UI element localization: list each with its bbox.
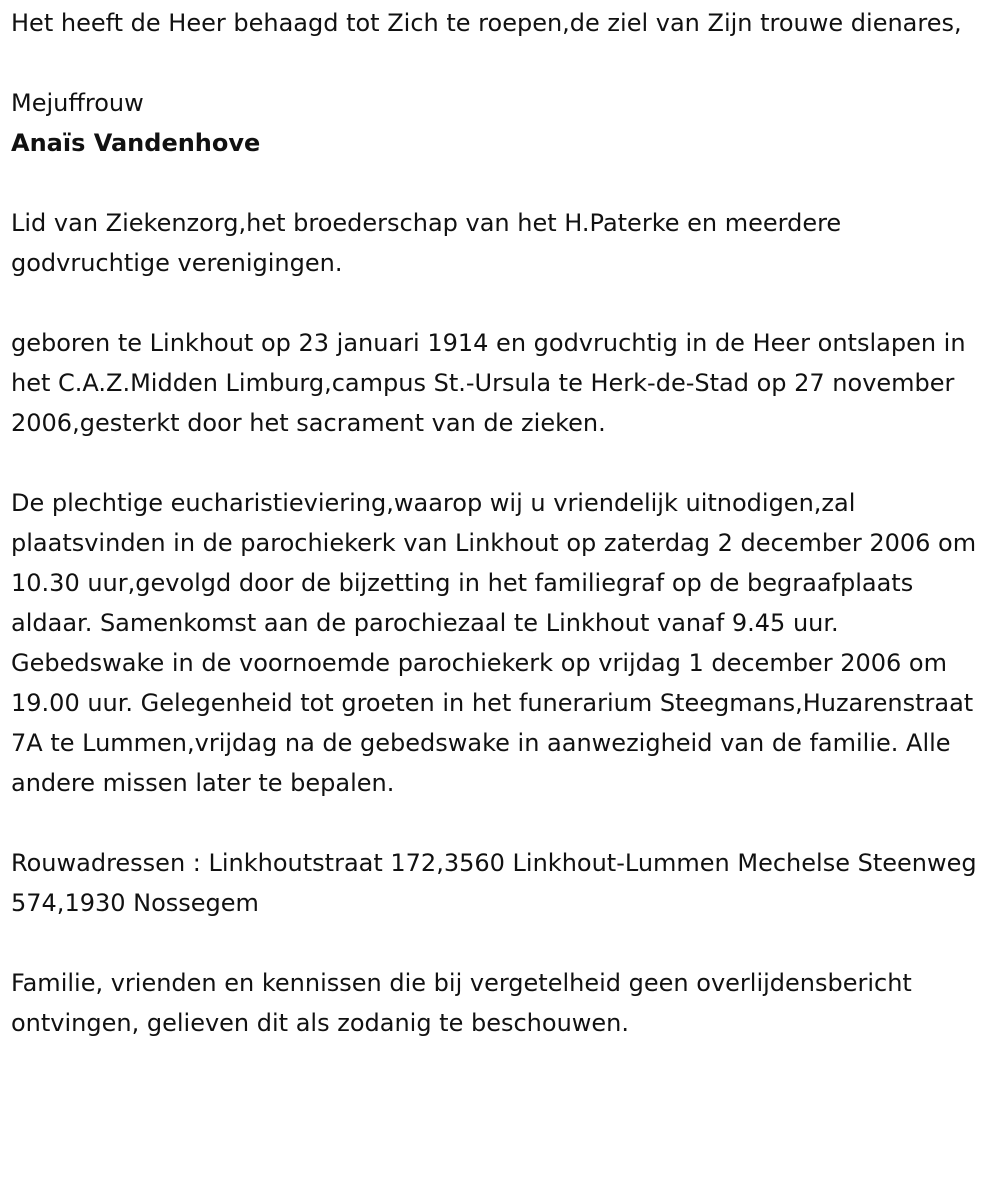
- opening-paragraph: Het heeft de Heer behaagd tot Zich te roepen,de ziel van Zijn trouwe dienares,: [11, 9, 962, 37]
- addresses-paragraph: Rouwadressen : Linkhoutstraat 172,3560 Linkhout-Lummen Mechelse Steenweg 574,1930 Nossegem: [11, 849, 977, 917]
- ceremony-paragraph: De plechtige eucharistieviering,waarop wij u vriendelijk uitnodigen,zal plaatsvinden in de parochiekerk van Linkhout op zaterdag 2 december 2006 om 10.30 uur,gevolgd door de bijzetting in het familiegraf op de begraafplaats aldaar. Samenkomst aan de parochiezaal te Linkhout vanaf 9.45 uur. Gebedswake in de voornoemde parochiekerk op vrijdag 1 december 2006 om 19.00 uur. Gelegenheid tot groeten in het funerarium Steegmans,Huzarenstraat 7A te Lummen,vrijdag na de gebedswake in aanwezigheid van de familie. Alle andere missen later te bepalen.: [11, 489, 977, 797]
- honorific: Mejuffrouw: [11, 89, 144, 117]
- spacer: [11, 283, 991, 323]
- spacer: [11, 443, 991, 483]
- spacer: [11, 803, 991, 843]
- death-notice: [11, 3, 991, 1043]
- spacer: [11, 43, 991, 83]
- birth-death-paragraph: geboren te Linkhout op 23 januari 1914 en godvruchtig in de Heer ontslapen in het C.A.Z.Midden Limburg,campus St.-Ursula te Herk-de-Stad op 27 november 2006,gesterkt door het sacrament van de zieken.: [11, 329, 966, 437]
- spacer: [11, 163, 991, 203]
- closing-paragraph: Familie, vrienden en kennissen die bij vergetelheid geen overlijdensbericht ontvingen, gelieven dit als zodanig te beschouwen.: [11, 969, 912, 1037]
- memberships-paragraph: Lid van Ziekenzorg,het broederschap van het H.Paterke en meerdere godvruchtige verenigingen.: [11, 209, 842, 277]
- deceased-name: Anaïs Vandenhove: [11, 129, 261, 157]
- spacer: [11, 923, 991, 963]
